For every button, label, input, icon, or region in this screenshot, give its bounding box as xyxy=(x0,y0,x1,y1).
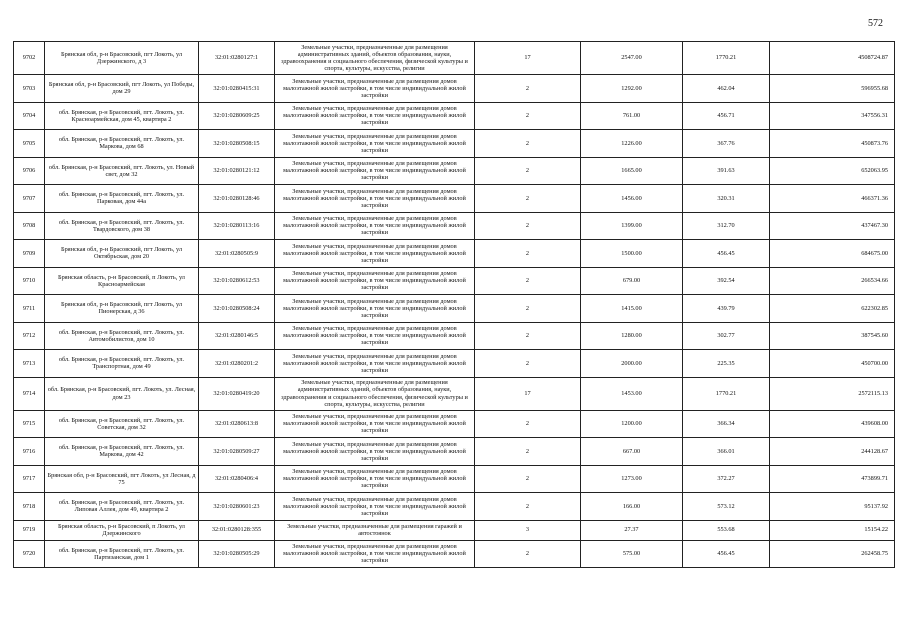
row-number-cell: 9719 xyxy=(14,520,45,540)
use-group-code-cell: 2 xyxy=(475,267,581,295)
use-group-code-cell: 2 xyxy=(475,493,581,521)
cadastral-number-cell: 32:01:0280121:12 xyxy=(199,157,275,185)
area-cell: 27.37 xyxy=(581,520,683,540)
area-cell: 575.00 xyxy=(581,540,683,568)
land-use-cell: Земельные участки, предназначенные для размещения домов малоэтажной жилой застройки, в том числе индивидуальной жилой застройки xyxy=(275,350,475,378)
land-use-cell: Земельные участки, предназначенные для размещения домов малоэтажной жилой застройки, в том числе индивидуальной жилой застройки xyxy=(275,240,475,268)
cadastral-number-cell: 32:01:0280508:15 xyxy=(199,130,275,158)
cadastral-number-cell: 32:01:0280601:23 xyxy=(199,493,275,521)
land-use-cell: Земельные участки, предназначенные для размещения домов малоэтажной жилой застройки, в том числе индивидуальной жилой застройки xyxy=(275,130,475,158)
specific-value-cell: 366.01 xyxy=(683,438,770,466)
address-cell: Брянская обл, р-н Брасовский, пгт Локоть, ул Дзержинского, д 3 xyxy=(45,42,199,75)
area-cell: 2000.00 xyxy=(581,350,683,378)
cadastral-value-cell: 473899.71 xyxy=(770,465,895,493)
cadastral-number-cell: 32:01:0280505:29 xyxy=(199,540,275,568)
specific-value-cell: 456.45 xyxy=(683,540,770,568)
table-row xyxy=(14,42,895,75)
address-cell: Брянская обл, р-н Брасовский, пгт Локоть, ул Победы, дом 29 xyxy=(45,75,199,103)
table-row xyxy=(14,540,895,568)
land-use-cell: Земельные участки, предназначенные для размещения домов малоэтажной жилой застройки, в том числе индивидуальной жилой застройки xyxy=(275,295,475,323)
land-use-cell: Земельные участки, предназначенные для размещения домов малоэтажной жилой застройки, в том числе индивидуальной жилой застройки xyxy=(275,75,475,103)
cadastral-number-cell: 32:01:0280113:16 xyxy=(199,212,275,240)
row-number-cell: 9713 xyxy=(14,350,45,378)
use-group-code-cell: 2 xyxy=(475,350,581,378)
cadastral-value-cell: 439608.00 xyxy=(770,410,895,438)
specific-value-cell: 302.77 xyxy=(683,322,770,350)
use-group-code-cell: 2 xyxy=(475,130,581,158)
land-use-cell: Земельные участки, предназначенные для размещения домов малоэтажной жилой застройки, в том числе индивидуальной жилой застройки xyxy=(275,540,475,568)
specific-value-cell: 225.35 xyxy=(683,350,770,378)
specific-value-cell: 456.45 xyxy=(683,240,770,268)
row-number-cell: 9717 xyxy=(14,465,45,493)
table-row xyxy=(14,185,895,213)
row-number-cell: 9718 xyxy=(14,493,45,521)
row-number-cell: 9715 xyxy=(14,410,45,438)
use-group-code-cell: 2 xyxy=(475,102,581,130)
address-cell: Брянская область, р-н Брасовский, п Локоть, ул Дзержинского xyxy=(45,520,199,540)
row-number-cell: 9709 xyxy=(14,240,45,268)
table-row xyxy=(14,350,895,378)
table-row xyxy=(14,377,895,410)
area-cell: 1500.00 xyxy=(581,240,683,268)
address-cell: Брянская область, р-н Брасовский, п Локоть, ул Красноармейская xyxy=(45,267,199,295)
row-number-cell: 9716 xyxy=(14,438,45,466)
specific-value-cell: 392.54 xyxy=(683,267,770,295)
cadastral-number-cell: 32:01:0280609:25 xyxy=(199,102,275,130)
cadastral-number-cell: 32:01:0280128:46 xyxy=(199,185,275,213)
land-use-cell: Земельные участки, предназначенные для размещения домов малоэтажной жилой застройки, в том числе индивидуальной жилой застройки xyxy=(275,267,475,295)
land-use-cell: Земельные участки, предназначенные для размещения домов малоэтажной жилой застройки, в том числе индивидуальной жилой застройки xyxy=(275,465,475,493)
land-use-cell: Земельные участки, предназначенные для размещения административных зданий, объектов образования, науки, здравоохранения и социального обеспечения, физической культуры и спорта, культуры, искусства, религии xyxy=(275,42,475,75)
cadastral-value-cell: 244128.67 xyxy=(770,438,895,466)
table-row xyxy=(14,438,895,466)
address-cell: обл. Брянская, р-н Брасовский, пгт. Локоть, ул. Липовая Аллея, дом 49, квартира 2 xyxy=(45,493,199,521)
specific-value-cell: 439.79 xyxy=(683,295,770,323)
specific-value-cell: 456.71 xyxy=(683,102,770,130)
address-cell: обл. Брянская, р-н Брасовский, пгт. Локоть, ул. Новый свет, дом 32 xyxy=(45,157,199,185)
page-number: 572 xyxy=(868,18,883,29)
address-cell: обл. Брянская, р-н Брасовский, пгт. Локоть, ул. Партизанская, дом 1 xyxy=(45,540,199,568)
row-number-cell: 9714 xyxy=(14,377,45,410)
use-group-code-cell: 2 xyxy=(475,540,581,568)
address-cell: Брянская обл, р-н Брасовский, пгт Локоть, ул Лесная, д 75 xyxy=(45,465,199,493)
land-use-cell: Земельные участки, предназначенные для размещения домов малоэтажной жилой застройки, в том числе индивидуальной жилой застройки xyxy=(275,410,475,438)
row-number-cell: 9710 xyxy=(14,267,45,295)
specific-value-cell: 573.12 xyxy=(683,493,770,521)
cadastral-value-cell: 387545.60 xyxy=(770,322,895,350)
table-row xyxy=(14,75,895,103)
area-cell: 1456.00 xyxy=(581,185,683,213)
row-number-cell: 9705 xyxy=(14,130,45,158)
area-cell: 761.00 xyxy=(581,102,683,130)
cadastral-value-cell: 266534.66 xyxy=(770,267,895,295)
table-row xyxy=(14,212,895,240)
cadastral-number-cell: 32:01:0280505:9 xyxy=(199,240,275,268)
cadastral-value-cell: 4508724.87 xyxy=(770,42,895,75)
specific-value-cell: 312.70 xyxy=(683,212,770,240)
specific-value-cell: 462.04 xyxy=(683,75,770,103)
cadastral-value-cell: 450873.76 xyxy=(770,130,895,158)
land-use-cell: Земельные участки, предназначенные для размещения домов малоэтажной жилой застройки, в том числе индивидуальной жилой застройки xyxy=(275,322,475,350)
cadastral-value-table xyxy=(13,41,895,568)
specific-value-cell: 1770.21 xyxy=(683,377,770,410)
specific-value-cell: 366.34 xyxy=(683,410,770,438)
specific-value-cell: 320.31 xyxy=(683,185,770,213)
address-cell: обл. Брянская, р-н Брасовский, пгт. Локоть, ул. Твардовского, дом 38 xyxy=(45,212,199,240)
cadastral-value-cell: 466371.36 xyxy=(770,185,895,213)
cadastral-number-cell: 32:01:0280613:8 xyxy=(199,410,275,438)
row-number-cell: 9708 xyxy=(14,212,45,240)
use-group-code-cell: 2 xyxy=(475,240,581,268)
table-row xyxy=(14,465,895,493)
land-use-cell: Земельные участки, предназначенные для размещения домов малоэтажной жилой застройки, в том числе индивидуальной жилой застройки xyxy=(275,212,475,240)
land-use-cell: Земельные участки, предназначенные для размещения домов малоэтажной жилой застройки, в том числе индивидуальной жилой застройки xyxy=(275,157,475,185)
address-cell: Брянская обл, р-н Брасовский, пгт Локоть, ул Октябрьская, дом 20 xyxy=(45,240,199,268)
area-cell: 1226.00 xyxy=(581,130,683,158)
land-use-cell: Земельные участки, предназначенные для размещения домов малоэтажной жилой застройки, в том числе индивидуальной жилой застройки xyxy=(275,102,475,130)
land-use-cell: Земельные участки, предназначенные для размещения домов малоэтажной жилой застройки, в том числе индивидуальной жилой застройки xyxy=(275,493,475,521)
cadastral-value-cell: 652063.95 xyxy=(770,157,895,185)
use-group-code-cell: 2 xyxy=(475,322,581,350)
address-cell: обл. Брянская, р-н Брасовский, пгт. Локоть, ул. Транспортная, дом 49 xyxy=(45,350,199,378)
table-row xyxy=(14,295,895,323)
row-number-cell: 9712 xyxy=(14,322,45,350)
row-number-cell: 9706 xyxy=(14,157,45,185)
cadastral-value-cell: 684675.00 xyxy=(770,240,895,268)
use-group-code-cell: 2 xyxy=(475,212,581,240)
area-cell: 1453.00 xyxy=(581,377,683,410)
table-row xyxy=(14,267,895,295)
area-cell: 1273.00 xyxy=(581,465,683,493)
use-group-code-cell: 2 xyxy=(475,465,581,493)
address-cell: обл. Брянская, р-н Брасовский, пгт. Локоть, ул. Красноармейская, дом 45, квартира 2 xyxy=(45,102,199,130)
use-group-code-cell: 17 xyxy=(475,42,581,75)
address-cell: Брянская обл, р-н Брасовский, пгт Локоть, ул Пионерская, д 36 xyxy=(45,295,199,323)
row-number-cell: 9711 xyxy=(14,295,45,323)
cadastral-number-cell: 32:01:0280612:53 xyxy=(199,267,275,295)
row-number-cell: 9702 xyxy=(14,42,45,75)
area-cell: 1399.00 xyxy=(581,212,683,240)
use-group-code-cell: 3 xyxy=(475,520,581,540)
table-row xyxy=(14,157,895,185)
area-cell: 679.00 xyxy=(581,267,683,295)
cadastral-number-cell: 32:01:0280128:355 xyxy=(199,520,275,540)
land-use-cell: Земельные участки, предназначенные для размещения гаражей и автостоянок xyxy=(275,520,475,540)
use-group-code-cell: 2 xyxy=(475,438,581,466)
row-number-cell: 9703 xyxy=(14,75,45,103)
use-group-code-cell: 2 xyxy=(475,410,581,438)
area-cell: 1415.00 xyxy=(581,295,683,323)
area-cell: 166.00 xyxy=(581,493,683,521)
area-cell: 667.00 xyxy=(581,438,683,466)
use-group-code-cell: 2 xyxy=(475,75,581,103)
table-row xyxy=(14,410,895,438)
cadastral-number-cell: 32:01:0280146:5 xyxy=(199,322,275,350)
specific-value-cell: 367.76 xyxy=(683,130,770,158)
cadastral-number-cell: 32:01:0280509:27 xyxy=(199,438,275,466)
row-number-cell: 9720 xyxy=(14,540,45,568)
land-use-cell: Земельные участки, предназначенные для размещения домов малоэтажной жилой застройки, в том числе индивидуальной жилой застройки xyxy=(275,438,475,466)
cadastral-value-cell: 596955.68 xyxy=(770,75,895,103)
address-cell: обл. Брянская, р-н Брасовский, пгт. Локоть, ул. Лесная, дом 23 xyxy=(45,377,199,410)
cadastral-number-cell: 32:01:0280415:31 xyxy=(199,75,275,103)
address-cell: обл. Брянская, р-н Брасовский, пгт. Локоть, ул. Парковая, дом 44а xyxy=(45,185,199,213)
row-number-cell: 9707 xyxy=(14,185,45,213)
area-cell: 2547.00 xyxy=(581,42,683,75)
cadastral-number-cell: 32:01:0280508:24 xyxy=(199,295,275,323)
cadastral-value-cell: 450700.00 xyxy=(770,350,895,378)
specific-value-cell: 553.68 xyxy=(683,520,770,540)
cadastral-value-cell: 95137.92 xyxy=(770,493,895,521)
cadastral-value-cell: 437467.30 xyxy=(770,212,895,240)
cadastral-number-cell: 32:01:0280419:20 xyxy=(199,377,275,410)
table-row xyxy=(14,520,895,540)
address-cell: обл. Брянская, р-н Брасовский, пгт. Локоть, ул. Автомобилистов, дом 10 xyxy=(45,322,199,350)
specific-value-cell: 391.63 xyxy=(683,157,770,185)
table-row xyxy=(14,240,895,268)
table-row xyxy=(14,322,895,350)
area-cell: 1292.00 xyxy=(581,75,683,103)
use-group-code-cell: 2 xyxy=(475,185,581,213)
area-cell: 1280.00 xyxy=(581,322,683,350)
cadastral-number-cell: 32:01:0280127:1 xyxy=(199,42,275,75)
address-cell: обл. Брянская, р-н Брасовский, пгт. Локоть, ул. Советская, дом 32 xyxy=(45,410,199,438)
cadastral-value-cell: 2572115.13 xyxy=(770,377,895,410)
use-group-code-cell: 2 xyxy=(475,157,581,185)
table-row xyxy=(14,102,895,130)
address-cell: обл. Брянская, р-н Брасовский, пгт. Локоть, ул. Маркова, дом 68 xyxy=(45,130,199,158)
specific-value-cell: 1770.21 xyxy=(683,42,770,75)
row-number-cell: 9704 xyxy=(14,102,45,130)
cadastral-value-cell: 15154.22 xyxy=(770,520,895,540)
use-group-code-cell: 2 xyxy=(475,295,581,323)
specific-value-cell: 372.27 xyxy=(683,465,770,493)
cadastral-number-cell: 32:01:0280406:4 xyxy=(199,465,275,493)
cadastral-number-cell: 32:01:0280201:2 xyxy=(199,350,275,378)
table-row xyxy=(14,493,895,521)
cadastral-value-cell: 622302.85 xyxy=(770,295,895,323)
area-cell: 1200.00 xyxy=(581,410,683,438)
use-group-code-cell: 17 xyxy=(475,377,581,410)
cadastral-value-cell: 347556.31 xyxy=(770,102,895,130)
area-cell: 1665.00 xyxy=(581,157,683,185)
address-cell: обл. Брянская, р-н Брасовский, пгт. Локоть, ул. Маркова, дом 42 xyxy=(45,438,199,466)
land-use-cell: Земельные участки, предназначенные для размещения домов малоэтажной жилой застройки, в том числе индивидуальной жилой застройки xyxy=(275,185,475,213)
land-use-cell: Земельные участки, предназначенные для размещения административных зданий, объектов образования, науки, здравоохранения и социального обеспечения, физической культуры и спорта, культуры, искусства, религии xyxy=(275,377,475,410)
table-row xyxy=(14,130,895,158)
cadastral-value-cell: 262458.75 xyxy=(770,540,895,568)
